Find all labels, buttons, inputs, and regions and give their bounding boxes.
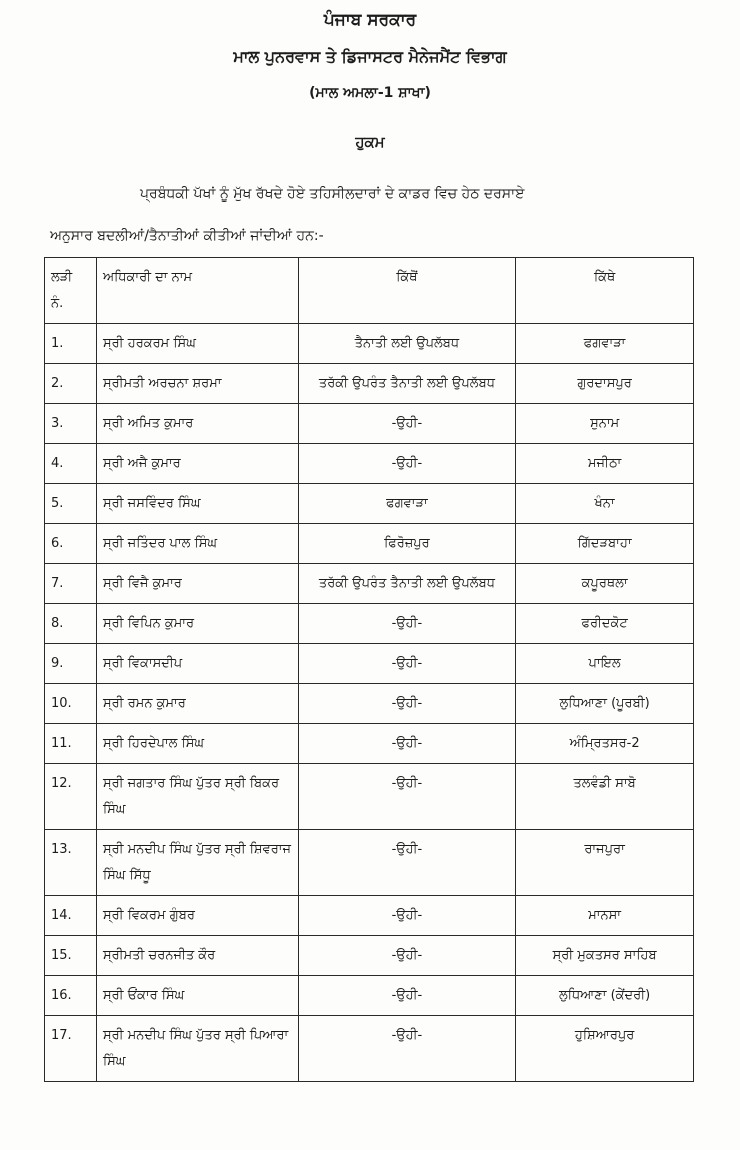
cell-from: -ਉਹੀ-	[298, 724, 516, 764]
table-row	[45, 604, 694, 644]
cell-to: ਲੁਧਿਆਣਾ (ਪੂਰਬੀ)	[516, 684, 694, 724]
cell-officer-name: ਸ੍ਰੀ ਹਿਰਦੇਪਾਲ ਸਿੰਘ	[96, 724, 298, 764]
cell-to: ਫਰੀਦਕੋਟ	[516, 604, 694, 644]
transfer-table	[44, 257, 694, 1082]
cell-to: ਮਾਨਸਾ	[516, 896, 694, 936]
header-serial-line2: ਨੰ.	[51, 296, 64, 311]
table-row	[45, 524, 694, 564]
cell-officer-name: ਸ੍ਰੀ ਓਂਕਾਰ ਸਿੰਘ	[96, 976, 298, 1016]
cell-from: -ਉਹੀ-	[298, 936, 516, 976]
cell-officer-name: ਸ੍ਰੀ ਜਗਤਾਰ ਸਿੰਘ ਪੁੱਤਰ ਸ੍ਰੀ ਬਿਕਰ ਸਿੰਘ	[96, 764, 298, 830]
cell-officer-name: ਸ੍ਰੀ ਹਰਕਰਮ ਸਿੰਘ	[96, 324, 298, 364]
cell-from: ਤਰੱਕੀ ਉਪਰੰਤ ਤੈਨਾਤੀ ਲਈ ਉਪਲੱਬਧ	[298, 564, 516, 604]
header-from: ਕਿੱਥੋਂ	[298, 258, 516, 324]
cell-officer-name: ਸ੍ਰੀ ਮਨਦੀਪ ਸਿੰਘ ਪੁੱਤਰ ਸ੍ਰੀ ਸ਼ਿਵਰਾਜ ਸਿੰਘ ਸਿੱਧੂ	[96, 830, 298, 896]
cell-to: ਸ੍ਰੀ ਮੁਕਤਸਰ ਸਾਹਿਬ	[516, 936, 694, 976]
table-row	[45, 364, 694, 404]
header-serial-line1: ਲੜੀ	[51, 270, 73, 285]
cell-from: ਫਗਵਾੜਾ	[298, 484, 516, 524]
cell-to: ਲੁਧਿਆਣਾ (ਕੇਂਦਰੀ)	[516, 976, 694, 1016]
cell-from: -ਉਹੀ-	[298, 896, 516, 936]
cell-serial: 9.	[45, 644, 97, 684]
cell-officer-name: ਸ੍ਰੀ ਵਿਕਰਮ ਗੁੰਬਰ	[96, 896, 298, 936]
cell-officer-name: ਸ੍ਰੀ ਜਸਵਿੰਦਰ ਸਿੰਘ	[96, 484, 298, 524]
cell-to: ਅੰਮ੍ਰਿਤਸਰ-2	[516, 724, 694, 764]
table-row	[45, 1016, 694, 1082]
cell-serial: 15.	[45, 936, 97, 976]
cell-from: ਤਰੱਕੀ ਉਪਰੰਤ ਤੈਨਾਤੀ ਲਈ ਉਪਲੱਬਧ	[298, 364, 516, 404]
cell-officer-name: ਸ੍ਰੀ ਵਿਜੈ ਕੁਮਾਰ	[96, 564, 298, 604]
cell-officer-name: ਸ੍ਰੀ ਰਮਨ ਕੁਮਾਰ	[96, 684, 298, 724]
table-row	[45, 444, 694, 484]
cell-to: ਗਿੱਦੜਬਾਹਾ	[516, 524, 694, 564]
government-title: ਪੰਜਾਬ ਸਰਕਾਰ	[323, 10, 417, 30]
branch-title: (ਮਾਲ ਅਮਲਾ-1 ਸ਼ਾਖਾ)	[309, 85, 431, 101]
cell-from: -ਉਹੀ-	[298, 684, 516, 724]
cell-serial: 5.	[45, 484, 97, 524]
cell-to: ਖੰਨਾ	[516, 484, 694, 524]
cell-serial: 7.	[45, 564, 97, 604]
cell-serial: 10.	[45, 684, 97, 724]
cell-to: ਗੁਰਦਾਸਪੁਰ	[516, 364, 694, 404]
table-row	[45, 404, 694, 444]
cell-officer-name: ਸ੍ਰੀ ਵਿਪਿਨ ਕੁਮਾਰ	[96, 604, 298, 644]
cell-serial: 11.	[45, 724, 97, 764]
cell-from: -ਉਹੀ-	[298, 644, 516, 684]
order-title: ਹੁਕਮ	[355, 133, 385, 151]
cell-serial: 4.	[45, 444, 97, 484]
intro-line-1: ਪ੍ਰਬੰਧਕੀ ਪੱਖਾਂ ਨੂੰ ਮੁੱਖ ਰੱਖਦੇ ਹੋਏ ਤਹਿਸੀਲਦਾਰਾਂ ਦੇ ਕਾਡਰ ਵਿਚ ਹੇਠ ਦਰਸਾਏ	[140, 186, 525, 202]
cell-from: -ਉਹੀ-	[298, 444, 516, 484]
department-title: ਮਾਲ ਪੁਨਰਵਾਸ ਤੇ ਡਿਜਾਸਟਰ ਮੈਨੇਜਮੈਂਟ ਵਿਭਾਗ	[233, 47, 507, 66]
cell-to: ਸੁਨਾਮ	[516, 404, 694, 444]
table-row	[45, 684, 694, 724]
cell-from: -ਉਹੀ-	[298, 404, 516, 444]
header-to: ਕਿੱਥੇ	[516, 258, 694, 324]
cell-serial: 6.	[45, 524, 97, 564]
table-row	[45, 764, 694, 830]
cell-from: -ਉਹੀ-	[298, 764, 516, 830]
cell-officer-name: ਸ੍ਰੀਮਤੀ ਅਰਚਨਾ ਸ਼ਰਮਾ	[96, 364, 298, 404]
cell-serial: 14.	[45, 896, 97, 936]
cell-to: ਪਾਇਲ	[516, 644, 694, 684]
cell-serial: 2.	[45, 364, 97, 404]
cell-officer-name: ਸ੍ਰੀ ਜਤਿੰਦਰ ਪਾਲ ਸਿੰਘ	[96, 524, 298, 564]
cell-serial: 13.	[45, 830, 97, 896]
cell-serial: 3.	[45, 404, 97, 444]
table-header-row	[45, 258, 694, 324]
cell-to: ਰਾਜਪੁਰਾ	[516, 830, 694, 896]
table-row	[45, 976, 694, 1016]
table-row	[45, 324, 694, 364]
cell-from: ਫਿਰੋਜ਼ਪੁਰ	[298, 524, 516, 564]
cell-serial: 17.	[45, 1016, 97, 1082]
cell-to: ਫਗਵਾੜਾ	[516, 324, 694, 364]
cell-to: ਕਪੂਰਥਲਾ	[516, 564, 694, 604]
table-row	[45, 936, 694, 976]
cell-serial: 16.	[45, 976, 97, 1016]
cell-officer-name: ਸ੍ਰੀ ਮਨਦੀਪ ਸਿੰਘ ਪੁੱਤਰ ਸ੍ਰੀ ਪਿਆਰਾ ਸਿੰਘ	[96, 1016, 298, 1082]
table-row	[45, 644, 694, 684]
table-row	[45, 724, 694, 764]
table-row	[45, 896, 694, 936]
cell-from: -ਉਹੀ-	[298, 1016, 516, 1082]
cell-to: ਤਲਵੰਡੀ ਸਾਬੋ	[516, 764, 694, 830]
cell-to: ਹੁਸ਼ਿਆਰਪੁਰ	[516, 1016, 694, 1082]
cell-from: -ਉਹੀ-	[298, 976, 516, 1016]
cell-from: -ਉਹੀ-	[298, 604, 516, 644]
table-row	[45, 830, 694, 896]
cell-from: -ਉਹੀ-	[298, 830, 516, 896]
cell-officer-name: ਸ੍ਰੀ ਅਮਿਤ ਕੁਮਾਰ	[96, 404, 298, 444]
intro-line-2: ਅਨੁਸਾਰ ਬਦਲੀਆਂ/ਤੈਨਾਤੀਆਂ ਕੀਤੀਆਂ ਜਾਂਦੀਆਂ ਹਨ:-	[50, 228, 324, 244]
header-name: ਅਧਿਕਾਰੀ ਦਾ ਨਾਮ	[96, 258, 298, 324]
table-row	[45, 564, 694, 604]
cell-to: ਮਜੀਠਾ	[516, 444, 694, 484]
header-serial	[45, 258, 97, 324]
cell-officer-name: ਸ੍ਰੀ ਅਜੈ ਕੁਮਾਰ	[96, 444, 298, 484]
cell-officer-name: ਸ੍ਰੀਮਤੀ ਚਰਨਜੀਤ ਕੌਰ	[96, 936, 298, 976]
cell-serial: 1.	[45, 324, 97, 364]
cell-from: ਤੈਨਾਤੀ ਲਈ ਉਪਲੱਬਧ	[298, 324, 516, 364]
cell-officer-name: ਸ੍ਰੀ ਵਿਕਾਸਦੀਪ	[96, 644, 298, 684]
cell-serial: 8.	[45, 604, 97, 644]
cell-serial: 12.	[45, 764, 97, 830]
table-row	[45, 484, 694, 524]
